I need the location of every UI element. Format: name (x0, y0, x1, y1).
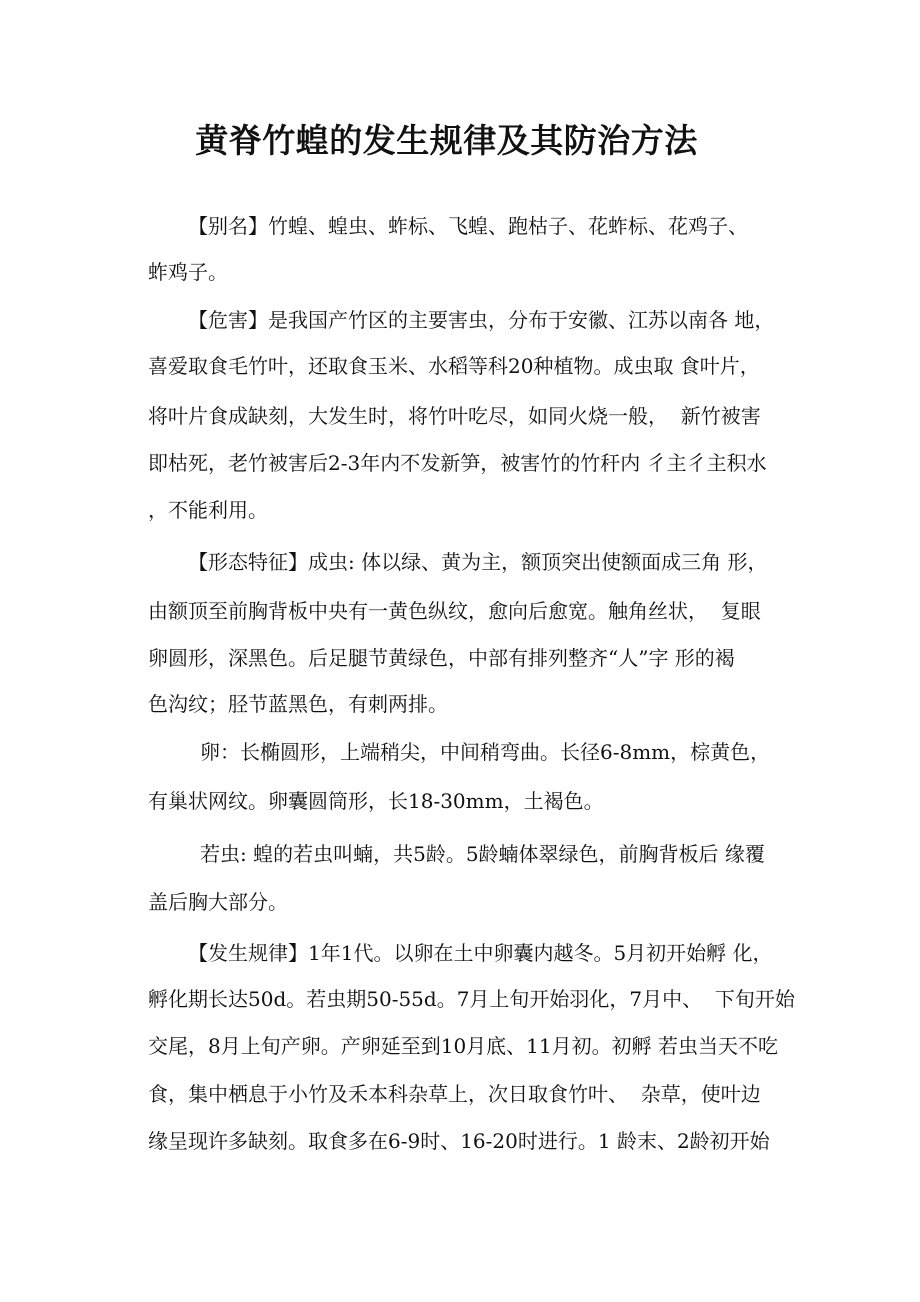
text-line: 若虫: 蝗的若虫叫蝻，共5龄。5龄蝻体翠绿色，前胸背板后 缘覆 (200, 842, 765, 866)
text-line: ，不能利用。 (148, 498, 268, 522)
text-line: 由额顶至前胸背板中央有一黄色纵纹，愈向后愈宽。触角丝状， 复眼 (148, 599, 761, 623)
text-line: 【危害】是我国产竹区的主要害虫，分布于安徽、江苏以南各 地， (188, 308, 775, 332)
text-line: 即枯死，老竹被害后2-3年内不发新笋，被害竹的竹秆内 彳主彳主积水 (148, 451, 767, 475)
text-line: 喜爱取食毛竹叶，还取食玉米、水稻等科20种植物。成虫取 食叶片， (148, 354, 760, 378)
text-line: 卵：长椭圆形，上端稍尖，中间稍弯曲。长径6-8mm，棕黄色， (200, 740, 771, 764)
text-line: 有巢状网纹。卵囊圆筒形，长18-30mm，土褐色。 (148, 789, 604, 813)
text-line: 【别名】竹蝗、蝗虫、蚱标、飞蝗、跑枯子、花蚱标、花鸡子、 (188, 214, 748, 238)
text-line: 【形态特征】成虫: 体以绿、黄为主，额顶突出使额面成三角 形， (188, 550, 768, 574)
text-line: 将叶片食成缺刻，大发生时，将竹叶吃尽，如同火烧一般， 新竹被害 (148, 404, 761, 428)
text-line: 交尾，8月上旬产卵。产卵延至到10月底、11月初。初孵 若虫当天不吃 (148, 1034, 778, 1058)
text-line: 蚱鸡子。 (148, 260, 228, 284)
text-line: 盖后胸大部分。 (148, 890, 288, 914)
text-line: 【发生规律】1年1代。以卵在土中卵囊内越冬。5月初开始孵 化， (188, 941, 773, 965)
text-line: 缘呈现许多缺刻。取食多在6-9时、16-20时进行。1 龄末、2龄初开始 (148, 1129, 770, 1153)
text-line: 食，集中栖息于小竹及禾本科杂草上，次日取食竹叶、 杂草，使叶边 (148, 1082, 761, 1106)
text-line: 孵化期长达50d。若虫期50-55d。7月上旬开始羽化，7月中、 下旬开始 (148, 987, 795, 1011)
text-line: 色沟纹；胫节蓝黑色，有刺两排。 (148, 692, 448, 716)
text-line: 卵圆形，深黑色。后足腿节黄绿色，中部有排列整齐“人”字 形的褐 (148, 646, 735, 670)
document-title: 黄脊竹蝗的发生规律及其防治方法 (195, 121, 698, 160)
